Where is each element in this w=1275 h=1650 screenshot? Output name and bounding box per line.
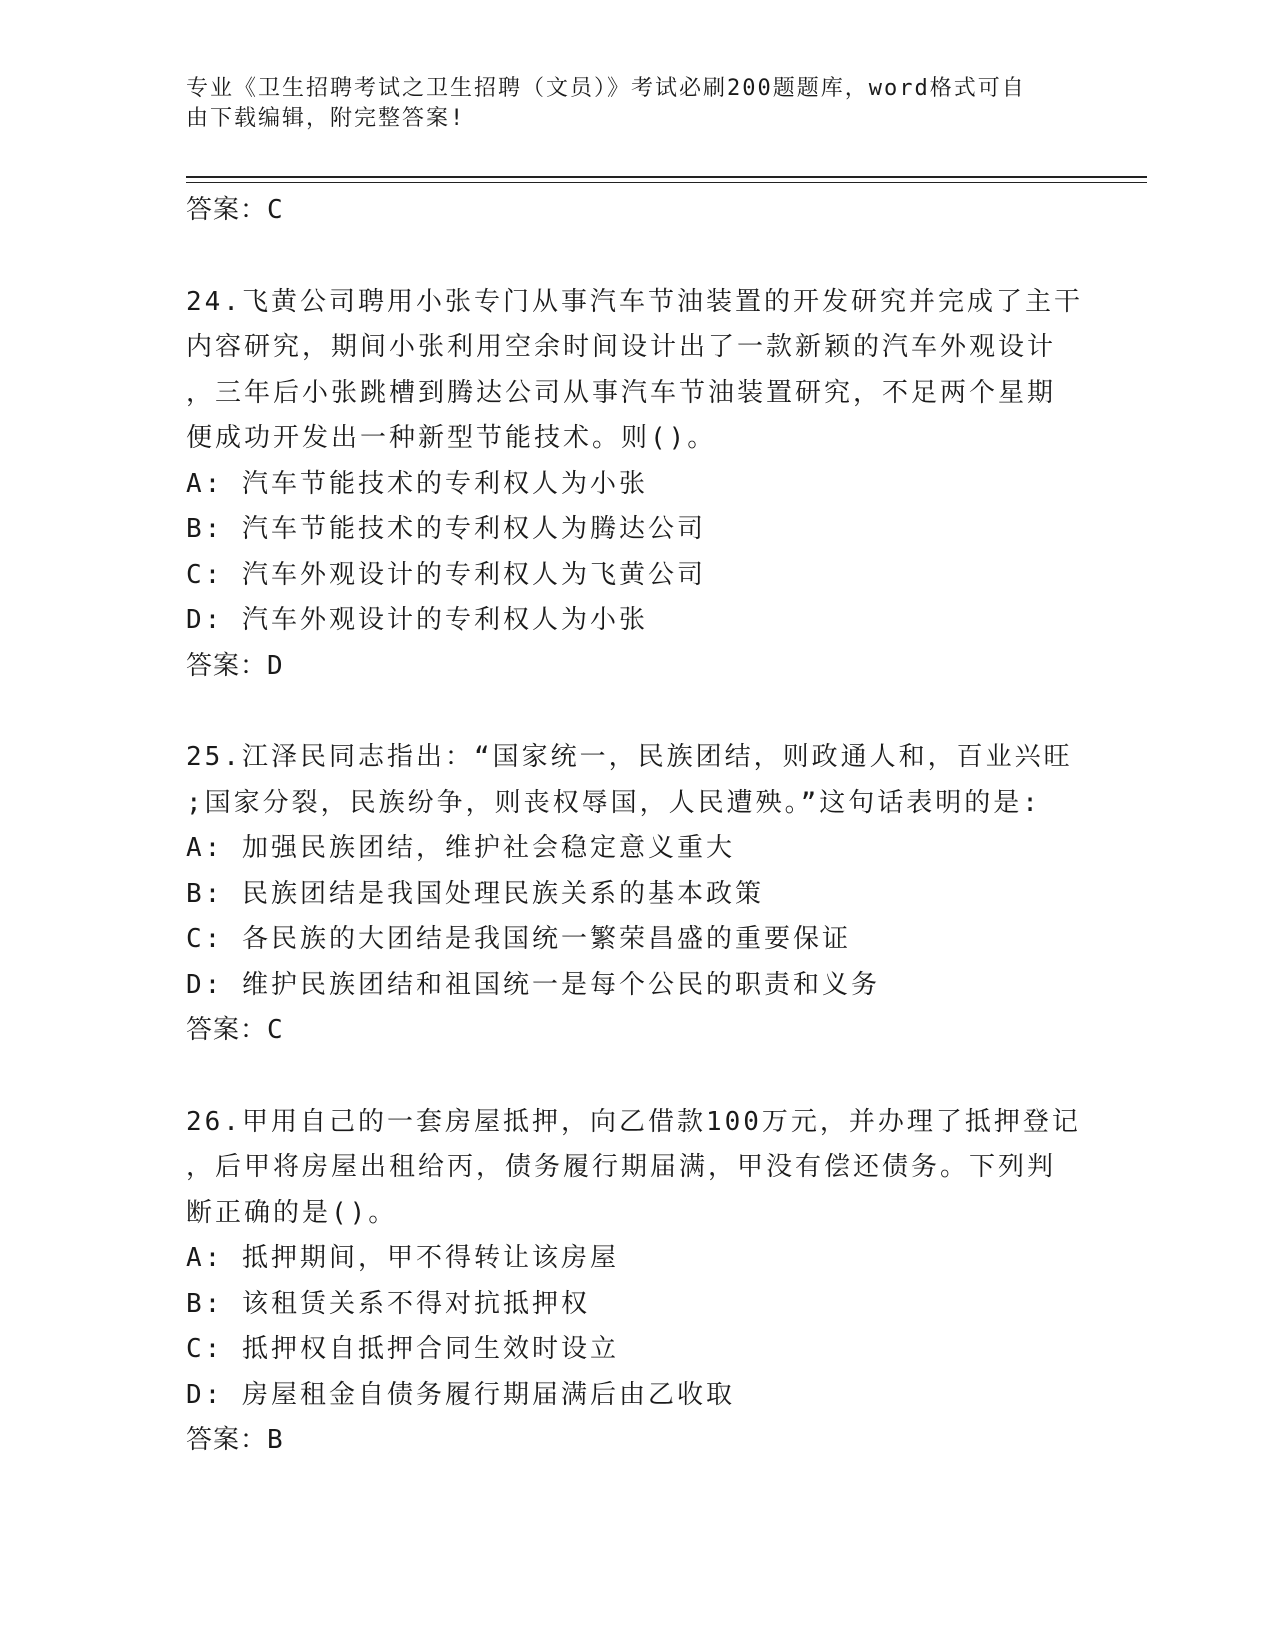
document-body bbox=[186, 188, 1086, 1464]
question-stem-line: 断正确的是()。 bbox=[186, 1197, 398, 1228]
option-b: B: 汽车节能技术的专利权人为腾达公司 bbox=[186, 514, 706, 544]
question-block-25 bbox=[186, 735, 1086, 1054]
option-b: B: 民族团结是我国处理民族关系的基本政策 bbox=[186, 878, 764, 909]
option-a: A: 抵押期间，甲不得转让该房屋 bbox=[186, 1243, 619, 1273]
answer-line: 答案：C bbox=[186, 1015, 284, 1045]
answer-line: 答案：B bbox=[186, 1425, 284, 1455]
previous-question-answer: 答案：C bbox=[186, 195, 284, 225]
question-stem-line: 内容研究，期间小张利用空余时间设计出了一款新颖的汽车外观设计 bbox=[186, 332, 1057, 362]
spacer bbox=[186, 1054, 1086, 1100]
question-block-26 bbox=[186, 1100, 1086, 1464]
question-stem-line: ;国家分裂，民族纷争，则丧权辱国，人民遭殃。”这句话表明的是: bbox=[186, 787, 1041, 818]
spacer bbox=[186, 234, 1086, 280]
option-d: D: 维护民族团结和祖国统一是每个公民的职责和义务 bbox=[186, 969, 880, 1000]
option-d: D: 房屋租金自债务履行期届满后由乙收取 bbox=[186, 1379, 735, 1410]
option-a: A: 汽车节能技术的专利权人为小张 bbox=[186, 468, 648, 499]
header-title-line-1: 专业《卫生招聘考试之卫生招聘（文员）》考试必刷200题题库，word格式可自 bbox=[186, 76, 1026, 101]
option-c: C: 各民族的大团结是我国统一繁荣昌盛的重要保证 bbox=[186, 924, 851, 954]
question-stem-line: 24.飞黄公司聘用小张专门从事汽车节油装置的开发研究并完成了主干 bbox=[186, 286, 1083, 317]
question-stem-line: ，三年后小张跳槽到腾达公司从事汽车节油装置研究，不足两个星期 bbox=[186, 377, 1057, 408]
question-block-24 bbox=[186, 280, 1086, 690]
header-divider-thick bbox=[186, 176, 1147, 178]
option-a: A: 加强民族团结，维护社会稳定意义重大 bbox=[186, 833, 735, 863]
option-c: C: 抵押权自抵押合同生效时设立 bbox=[186, 1334, 619, 1364]
question-stem-line: 25.江泽民同志指出：“国家统一，民族团结，则政通人和，百业兴旺 bbox=[186, 742, 1073, 772]
spacer bbox=[186, 689, 1086, 735]
option-d: D: 汽车外观设计的专利权人为小张 bbox=[186, 605, 648, 635]
page-header bbox=[186, 74, 1066, 134]
option-c: C: 汽车外观设计的专利权人为飞黄公司 bbox=[186, 559, 706, 590]
header-title-line-2: 由下载编辑，附完整答案! bbox=[186, 106, 466, 131]
header-divider-thin bbox=[186, 182, 1147, 183]
option-b: B: 该租赁关系不得对抗抵押权 bbox=[186, 1288, 590, 1319]
answer-line: 答案：D bbox=[186, 650, 284, 681]
question-stem-line: 26.甲用自己的一套房屋抵押，向乙借款100万元，并办理了抵押登记 bbox=[186, 1106, 1081, 1137]
question-stem-line: ，后甲将房屋出租给丙，债务履行期届满，甲没有偿还债务。下列判 bbox=[186, 1152, 1057, 1182]
question-stem-line: 便成功开发出一种新型节能技术。则()。 bbox=[186, 423, 717, 453]
